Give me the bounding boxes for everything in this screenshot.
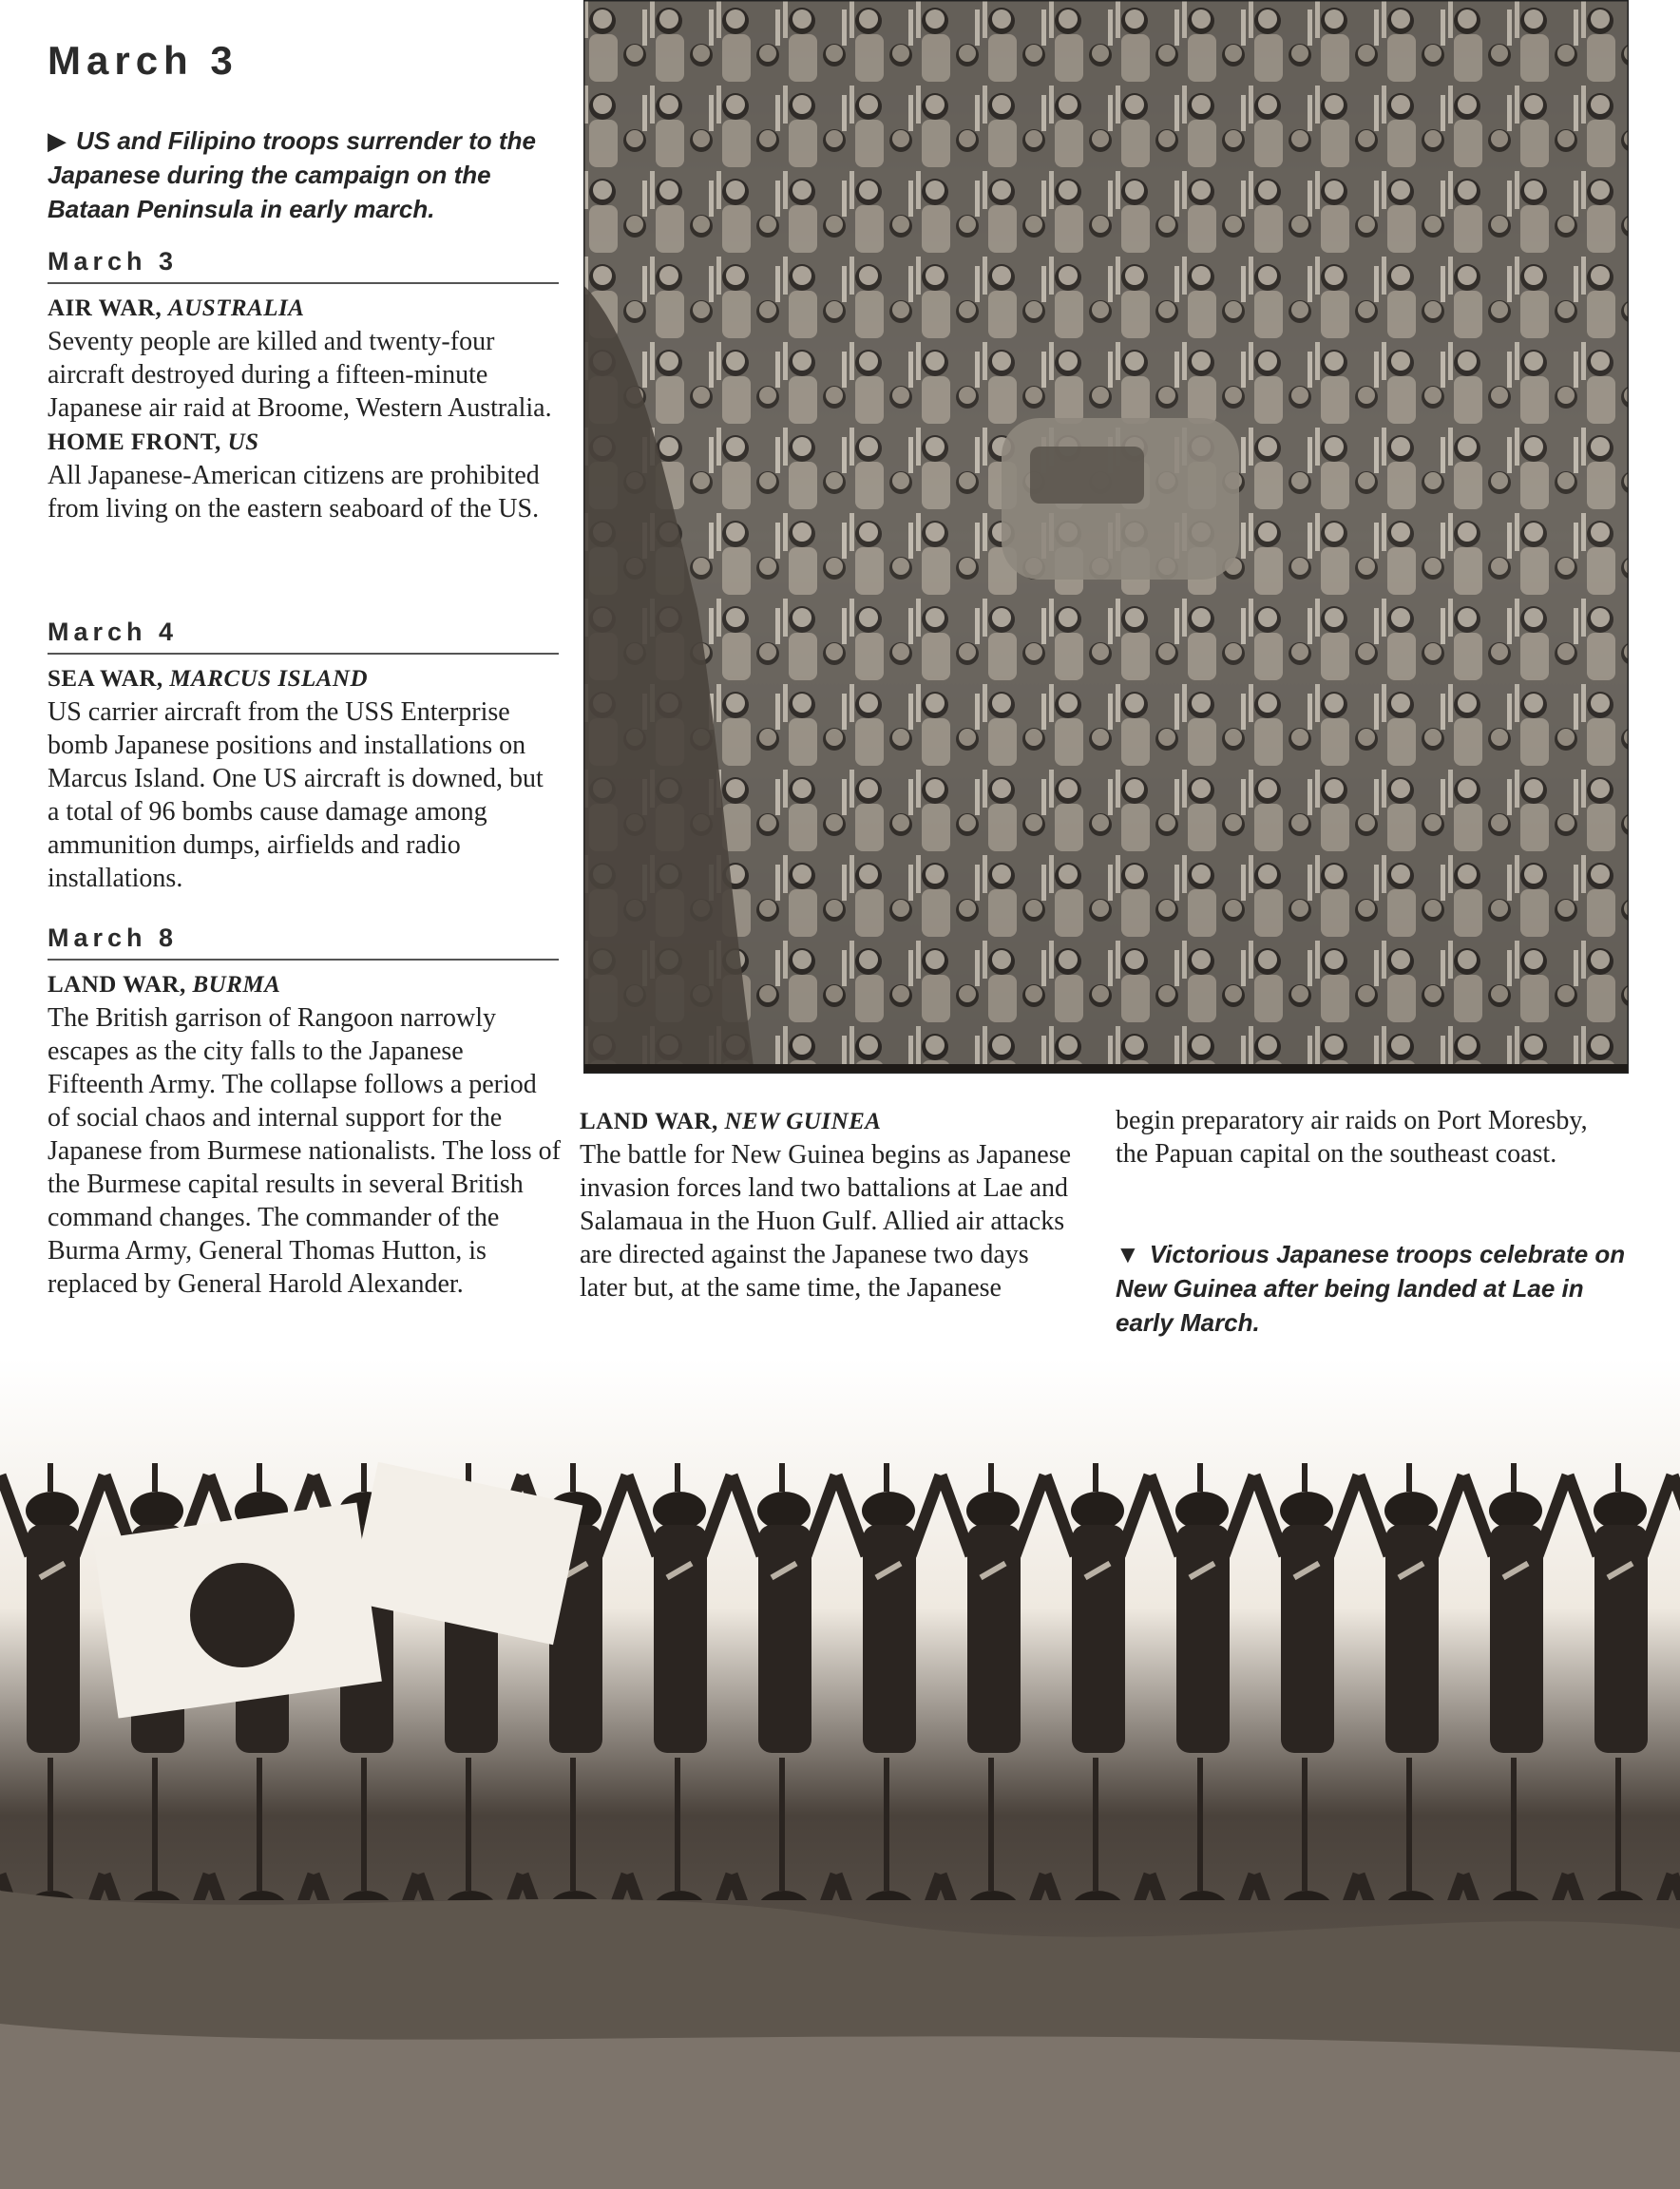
- entry-category: SEA WAR, MARCUS ISLAND: [48, 666, 369, 692]
- entry-text: Seventy people are killed and twenty-four aircraft destroyed during a fifteen-minute Japanese air raid at Broome, Western Australia.: [48, 327, 552, 423]
- entry-text: US carrier aircraft from the USS Enterprise bomb Japanese positions and installations on Marcus Island. One US aircraft is downed, but a total of 96 bombs cause damage among ammunition dumps, airfields and radio installations.: [48, 697, 544, 893]
- entry-category: LAND WAR, NEW GUINEA: [580, 1109, 882, 1134]
- top-photo-caption: ▶ US and Filipino troops surrender to the Japanese during the campaign on the Bataan Peninsula in early march.: [48, 126, 536, 223]
- entry-category: HOME FRONT, US: [48, 429, 259, 455]
- page-title: March 3: [48, 38, 239, 83]
- entry-continuation: begin preparatory air raids on Port Moresby, the Papuan capital on the southeast coast.: [1116, 1106, 1588, 1169]
- entry-category: AIR WAR, AUSTRALIA: [48, 295, 305, 321]
- entry-sea-war-marcus-island: [48, 661, 561, 895]
- entry-land-war-burma: [48, 967, 561, 1301]
- date-heading: March 4: [48, 618, 559, 655]
- victory-photo: [0, 1359, 1680, 2189]
- entry-text: The British garrison of Rangoon narrowly escapes as the city falls to the Japanese Fifteenth Army. The collapse follows a period of social chaos and internal support for the Japanese from Burmese nationalists. The loss of the Burmese capital results in several British command changes. The commander of the Burma Army, General Thomas Hutton, is replaced by General Harold Alexander.: [48, 1003, 561, 1299]
- date-heading: March 3: [48, 247, 559, 284]
- entry-text: The battle for New Guinea begins as Japanese invasion forces land two battalions at Lae and Salamaua in the Huon Gulf. Allied air attacks are directed against the Japanese two days later but, at the same time, the Japanese: [580, 1140, 1072, 1303]
- surrender-photo: [583, 0, 1629, 1074]
- date-heading: March 8: [48, 923, 559, 961]
- entry-air-war-australia: [48, 291, 561, 525]
- bottom-photo-caption: ▼ Victorious Japanese troops celebrate on New Guinea after being landed at Lae in early March.: [1116, 1240, 1626, 1337]
- entry-category: LAND WAR, BURMA: [48, 972, 281, 998]
- entry-text: All Japanese-American citizens are prohibited from living on the eastern seaboard of the US.: [48, 461, 540, 523]
- right-triangle-icon: ▶: [48, 126, 67, 155]
- entry-land-war-new-guinea: [580, 1104, 1074, 1304]
- down-triangle-icon: ▼: [1116, 1240, 1140, 1268]
